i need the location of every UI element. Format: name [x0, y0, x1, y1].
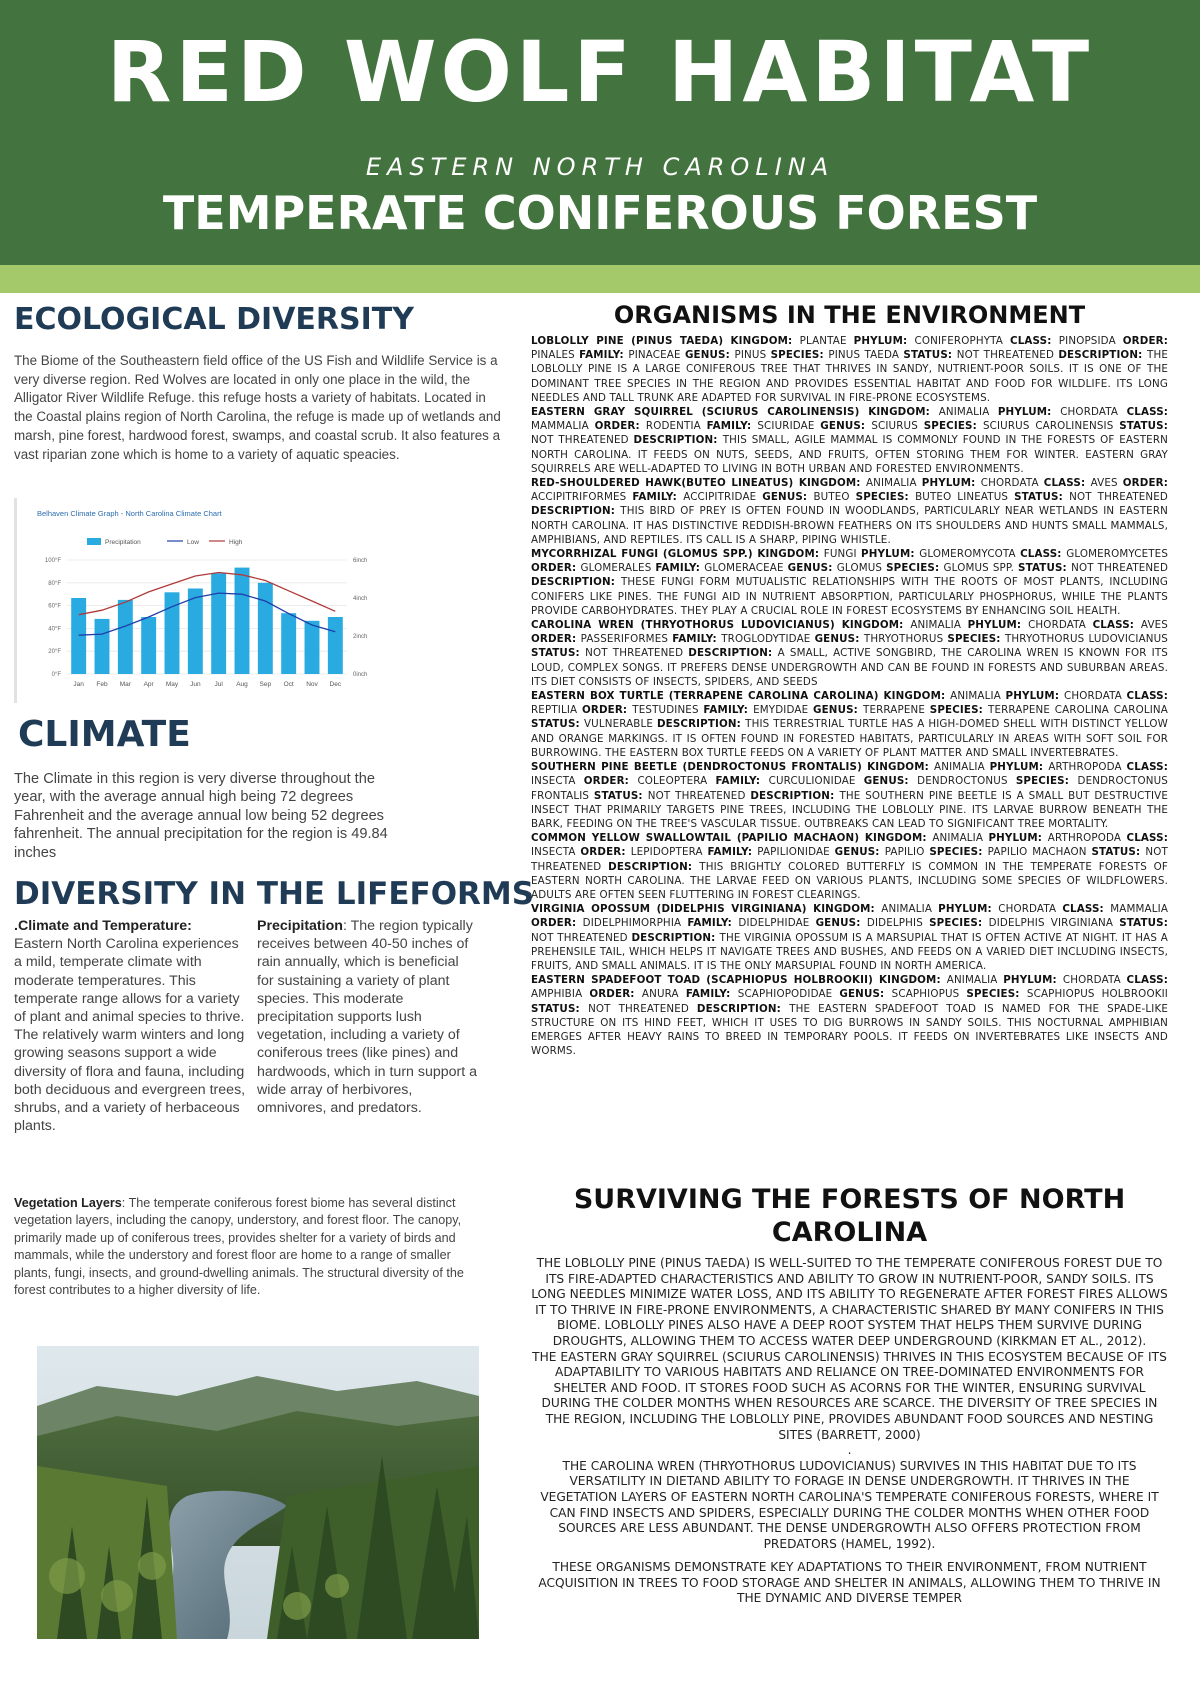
- climate-chart-svg: [17, 498, 393, 703]
- organism-field-label: PHYLUM:: [988, 832, 1048, 845]
- organism-name: LOBLOLLY PINE (PINUS TAEDA): [531, 335, 731, 347]
- organisms-list: [531, 334, 1168, 1058]
- precipitation-bar: [95, 619, 110, 674]
- organism-field-value: EMYDIDAE: [753, 704, 814, 717]
- organism-field-label: ORDER:: [581, 704, 633, 717]
- organism-field-label: CLASS:: [1092, 619, 1141, 632]
- organism-field-value: DENDROCTONUS: [917, 775, 1016, 788]
- organism-field-label: SPECIES:: [929, 917, 989, 930]
- organism-name: RED-SHOULDERED HAWK(BUTEO LINEATUS): [531, 477, 799, 490]
- organism-field-value: DIDELPHIMORPHIA: [582, 917, 688, 930]
- organism-field-label: FAMILY:: [579, 349, 629, 362]
- organism-field-label: FAMILY:: [706, 420, 758, 433]
- organism-field-label: FAMILY:: [703, 704, 754, 717]
- organism-field-value: MAMMALIA: [1110, 903, 1169, 916]
- x-tick-label: Aug: [236, 681, 248, 688]
- organism-field-label: STATUS:: [1119, 917, 1168, 930]
- organism-field-label: KINGDOM:: [757, 548, 824, 561]
- organism-field-label: CLASS:: [1010, 335, 1059, 347]
- organism-field-value: SCAPHIOPODIDAE: [737, 988, 840, 1001]
- organism-field-value: PINALES: [531, 349, 580, 362]
- x-tick-label: Jun: [190, 681, 201, 688]
- organism-field-value: INSECTA: [531, 846, 581, 859]
- organism-field-value: REPTILIA: [531, 704, 582, 717]
- organism-entry: [531, 831, 1168, 902]
- organism-entry: [531, 618, 1168, 689]
- organism-field-value: ANIMALIA: [881, 903, 939, 916]
- organism-field-label: ORDER:: [531, 917, 583, 930]
- x-tick-label: Mar: [119, 681, 131, 688]
- organism-field-label: DESCRIPTION:: [656, 718, 746, 731]
- organism-field-value: MAMMALIA: [531, 420, 595, 433]
- y-left-tick-label: 60°F: [48, 603, 61, 610]
- climate-heading: CLIMATE: [18, 714, 191, 755]
- climate-temperature-block: [14, 917, 246, 1135]
- organism-field-value: NOT THREATENED: [585, 647, 689, 660]
- organism-field-label: STATUS:: [1119, 420, 1168, 433]
- organism-field-value: THIS BIRD OF PREY IS OFTEN FOUND IN WOODLANDS, PARTICULARLY NEAR WETLANDS IN EASTERN NORTH CAROLINA. IT HAS DISTINCTIVE REDDISH-BROWN FEATHERS ON ITS SHOULDERS AND HUNTS SMALL MAMMALS, AMPHIBIANS, AND REPTILES. ITS CALL IS A SHARP, PIPING WHISTLE.: [531, 505, 1168, 546]
- y-left-tick-label: 40°F: [48, 626, 61, 633]
- organism-field-value: SCIURUS: [871, 420, 924, 433]
- organism-field-value: THRYOTHORUS: [863, 633, 948, 646]
- x-tick-label: Sep: [259, 681, 272, 688]
- x-tick-label: Jan: [73, 681, 84, 688]
- organism-field-value: ANIMALIA: [934, 761, 990, 774]
- precipitation-bar: [281, 613, 296, 674]
- organism-field-label: CLASS:: [1126, 974, 1169, 987]
- paragraph-gap: [531, 1552, 1168, 1560]
- organism-name: EASTERN BOX TURTLE (TERRAPENE CAROLINA CAROLINA): [531, 690, 884, 703]
- organism-field-label: CLASS:: [1062, 903, 1111, 916]
- organism-field-value: NOT THREATENED: [531, 931, 632, 944]
- y-left-tick-label: 0°F: [51, 672, 61, 678]
- organism-field-value: BUTEO: [813, 491, 856, 504]
- surviving-paragraph: THE LOBLOLLY PINE (PINUS TAEDA) IS WELL-SUITED TO THE TEMPERATE CONIFEROUS FOREST DUE TO ITS FIRE-ADAPTED CHARACTERISTICS AND ABILITY TO GROW IN NUTRIENT-POOR, SANDY SOILS. ITS LONG NEEDLES MINIMIZE WATER LOSS, AND ITS ABILITY TO REGENERATE AFTER FOREST FIRES ALLOWS IT TO THRIVE IN FIRE-PRONE ENVIRONMENTS, A CHARACTERISTIC SHARED BY MANY CONIFERS IN THIS BIOME. LOBLOLLY PINES ALSO HAVE A DEEP ROOT SYSTEM THAT HELPS THEM SURVIVE DURING DROUGHTS, ALLOWING THEM TO ACCESS WATER DEEP UNDERGROUND (KIRKMAN ET AL., 2012).: [531, 1256, 1168, 1348]
- organism-field-value: AVES: [1090, 477, 1123, 490]
- organism-field-value: BUTEO LINEATUS: [915, 491, 1015, 504]
- organism-name: EASTERN GRAY SQUIRREL (SCIURUS CAROLINENSIS): [531, 406, 869, 419]
- organism-field-value: THE SOUTHERN PINE BEETLE IS A SMALL BUT DESTRUCTIVE INSECT THAT PRIMARILY TARGETS PINE TREES, INCLUDING THE LOBLOLLY PINE. ITS LARVAE BURROW BENEATH THE BARK, FEEDING ON THE TREE'S VASCULAR TISSUE. OUTBREAKS CAN LEAD TO SIGNIFICANT TREE MORTALITY.: [531, 789, 1168, 830]
- organism-field-value: SCAPHIOPUS HOLBROOKII: [1026, 988, 1168, 1001]
- page-subtitle: EASTERN NORTH CAROLINA: [365, 153, 835, 181]
- organism-field-label: FAMILY:: [672, 633, 722, 646]
- organism-field-label: CLASS:: [1020, 548, 1067, 561]
- organism-field-label: ORDER:: [583, 775, 638, 788]
- precipitation-bar: [328, 617, 343, 674]
- vegetation-layers-block: [14, 1195, 484, 1299]
- y-left-tick-label: 80°F: [48, 580, 61, 587]
- organism-field-label: STATUS:: [1014, 491, 1070, 504]
- precipitation-bar: [141, 617, 156, 674]
- organism-field-label: DESCRIPTION:: [688, 647, 778, 660]
- organism-field-value: TROGLODYTIDAE: [721, 633, 815, 646]
- y-left-tick-label: 20°F: [48, 649, 61, 656]
- organism-field-value: PINACEAE: [628, 349, 685, 362]
- surviving-text: [531, 1256, 1168, 1607]
- organism-field-value: GLOMERALES: [580, 562, 656, 575]
- legend-swatch-precipitation: [87, 538, 101, 545]
- organism-field-value: ARTHROPODA: [1047, 832, 1127, 845]
- climate-chart: [14, 498, 394, 703]
- organism-field-label: SPECIES:: [966, 988, 1027, 1001]
- organism-field-value: DIDELPHIS: [866, 917, 930, 930]
- organism-field-label: PHYLUM:: [997, 406, 1061, 419]
- precipitation-bar: [258, 583, 273, 674]
- organism-field-value: PAPILIONIDAE: [757, 846, 835, 859]
- organism-field-value: CHORDATA: [998, 903, 1063, 916]
- precipitation-text: : The region typically receives between 40-50 inches of rain annually, which is beneficial for sustaining a variety of plant species. This moderate precipitation supports lush vegetation, including a variety of coniferous trees (like pines) and hardwoods, which in turn support a wide array of herbivores, omnivores, and predators.: [257, 918, 478, 1117]
- organism-field-label: STATUS:: [1018, 562, 1072, 575]
- organism-field-value: THIS TERRESTRIAL TURTLE HAS A HIGH-DOMED SHELL WITH DISTINCT YELLOW AND ORANGE MARKINGS. IT IS OFTEN FOUND IN FORESTED HABITATS, PARTICULARLY IN AREAS WITH SOFT SOIL FOR BURROWING. THE EASTERN BOX TURTLE FEEDS ON A VARIETY OF PLANT MATTER AND SMALL INVERTEBRATES.: [531, 718, 1168, 759]
- organism-field-label: CLASS:: [1126, 832, 1168, 845]
- organism-field-value: PINOPSIDA: [1058, 335, 1123, 347]
- organism-field-value: ANIMALIA: [910, 619, 968, 632]
- organism-field-label: GENUS:: [814, 633, 864, 646]
- organism-field-label: GENUS:: [684, 349, 735, 362]
- organism-name: EASTERN SPADEFOOT TOAD (SCAPHIOPUS HOLBROOKII): [531, 974, 879, 987]
- precipitation-bar: [188, 589, 203, 675]
- organism-field-label: SPECIES:: [929, 704, 989, 717]
- organism-field-value: PAPILIO: [884, 846, 930, 859]
- low-temperature-line: [79, 593, 336, 635]
- organism-field-label: GENUS:: [787, 562, 837, 575]
- precipitation-bar: [305, 621, 320, 674]
- organism-entry: [531, 760, 1168, 831]
- organism-field-label: KINGDOM:: [864, 832, 933, 845]
- organism-field-label: KINGDOM:: [813, 903, 882, 916]
- organism-field-value: CHORDATA: [980, 477, 1044, 490]
- organism-field-label: SPECIES:: [929, 846, 988, 859]
- organism-field-label: PHYLUM:: [853, 335, 915, 347]
- precipitation-bar: [118, 600, 133, 674]
- organism-field-label: STATUS:: [531, 1002, 589, 1015]
- biome-title: TEMPERATE CONIFEROUS FOREST: [162, 186, 1038, 240]
- organism-entry: [531, 973, 1168, 1058]
- y-right-tick-label: 2inch: [353, 634, 368, 640]
- organism-field-value: COLEOPTERA: [637, 775, 716, 788]
- organism-field-value: THIS SMALL, AGILE MAMMAL IS COMMONLY FOUND IN THE FORESTS OF EASTERN NORTH CAROLINA. IT FEEDS ON NUTS, SEEDS, AND FRUITS, OFTEN STORING THEM FOR WINTER. EASTERN GRAY SQUIRRELS ARE WELL-ADAPTED TO LIVING IN BOTH URBAN AND FORESTED ENVIRONMENTS.: [531, 434, 1168, 475]
- organism-field-value: ARTHROPODA: [1048, 761, 1127, 774]
- organism-field-label: ORDER:: [1122, 477, 1168, 490]
- organism-field-label: CLASS:: [1126, 690, 1169, 703]
- organism-field-label: FAMILY:: [655, 562, 705, 575]
- y-left-tick-label: 100°F: [44, 558, 61, 564]
- organism-field-value: VULNERABLE: [583, 718, 657, 731]
- organism-field-label: STATUS:: [531, 647, 586, 660]
- organism-field-label: PHYLUM:: [938, 903, 999, 916]
- organism-field-label: FAMILY:: [707, 846, 758, 859]
- x-tick-label: May: [165, 681, 179, 688]
- organism-field-label: GENUS:: [813, 704, 863, 717]
- organism-field-label: DESCRIPTION:: [608, 860, 700, 873]
- header-accent-strip: [0, 265, 1200, 293]
- precipitation-label: Precipitation: [257, 918, 343, 934]
- organism-field-label: STATUS:: [531, 718, 584, 731]
- legend-label: High: [229, 539, 243, 546]
- organism-field-value: ACCIPITRIDAE: [683, 491, 763, 504]
- organism-field-value: SCIURIDAE: [757, 420, 821, 433]
- organism-field-label: DESCRIPTION:: [750, 789, 840, 802]
- x-tick-label: Oct: [283, 681, 294, 688]
- x-tick-label: Jul: [214, 681, 223, 688]
- organism-field-value: CHORDATA: [1028, 619, 1093, 632]
- organism-field-value: GLOMEROMYCETES: [1066, 548, 1169, 561]
- x-tick-label: Nov: [306, 681, 318, 688]
- organism-field-value: GLOMERACEAE: [704, 562, 788, 575]
- climate-temperature-text: Eastern North Carolina experiences a mild, temperate climate with moderate temperatures. This temperate range allows for a variety of plant and animal species to thrive. The relatively warm winters and long growing seasons support a wide diversity of flora and fauna, including both deciduous and evergreen trees, shrubs, and a variety of herbaceous plants.: [14, 936, 246, 1135]
- organism-field-value: A SMALL, ACTIVE SONGBIRD, THE CAROLINA WREN IS KNOWN FOR ITS LOUD, COMPLEX SONGS. IT PREFERS DENSE UNDERGROWTH AND CAN BE FOUND IN FORESTS AND SUBURBAN AREAS. ITS DIET CONSISTS OF INSECTS, SPIDERS, AND SEEDS: [531, 647, 1168, 688]
- climate-temperature-label: .Climate and Temperature:: [14, 918, 192, 934]
- organism-entry: [531, 405, 1168, 476]
- organism-field-label: SPECIES:: [770, 349, 829, 362]
- legend-label: Low: [187, 539, 199, 546]
- organism-field-value: NOT THREATENED: [956, 349, 1059, 362]
- organism-field-value: FUNGI: [823, 548, 862, 561]
- organism-field-label: SPECIES:: [1015, 775, 1078, 788]
- y-right-tick-label: 6inch: [353, 558, 368, 564]
- header-banner: [0, 0, 1200, 265]
- organism-field-label: ORDER:: [580, 846, 631, 859]
- organism-field-value: NOT THREATENED: [1069, 491, 1169, 504]
- x-tick-label: Feb: [96, 681, 108, 688]
- organism-entry: [531, 334, 1168, 405]
- lifeforms-heading: DIVERSITY IN THE LIFEFORMS: [14, 876, 535, 912]
- organism-field-label: DESCRIPTION:: [633, 434, 723, 447]
- organism-field-label: STATUS:: [903, 349, 957, 362]
- organism-field-value: CHORDATA: [1062, 974, 1127, 987]
- surviving-paragraph: THE EASTERN GRAY SQUIRREL (SCIURUS CAROLINENSIS) THRIVES IN THIS ECOSYSTEM BECAUSE OF ITS ADAPTABILITY TO VARIOUS HABITATS AND RELIANCE ON TREE-DOMINATED ENVIRONMENTS FOR SHELTER AND FOOD. IT STORES FOOD SUCH AS ACORNS FOR THE WINTER, ENSURING SURVIVAL DURING THE COLDER MONTHS WHEN RESOURCES ARE SCARCE. THE DIVERSITY OF TREE SPECIES IN THE REGION, INCLUDING THE LOBLOLLY PINE, PROVIDES ABUNDANT FOOD SOURCES AND NESTING SITES (BARRETT, 2000): [532, 1349, 1167, 1442]
- organism-entry: [531, 689, 1168, 760]
- organism-field-label: ORDER:: [1122, 335, 1168, 347]
- organism-field-value: THRYOTHORUS LUDOVICIANUS: [1004, 633, 1168, 646]
- organism-field-label: DESCRIPTION:: [1058, 349, 1147, 362]
- organism-field-label: DESCRIPTION:: [696, 1002, 790, 1015]
- organism-field-value: INSECTA: [531, 775, 584, 788]
- organism-field-label: KINGDOM:: [867, 761, 935, 774]
- organism-field-value: NOT THREATENED: [531, 434, 634, 447]
- organism-field-value: PAPILIO MACHAON: [987, 846, 1092, 859]
- page-title: RED WOLF HABITAT: [106, 23, 1094, 121]
- organism-field-label: ORDER:: [531, 633, 581, 646]
- organism-field-label: SPECIES:: [886, 562, 944, 575]
- organism-field-label: SPECIES:: [923, 420, 983, 433]
- organism-field-value: CHORDATA: [1060, 406, 1127, 419]
- organism-name: COMMON YELLOW SWALLOWTAIL (PAPILIO MACHAON): [531, 832, 865, 845]
- organism-field-value: ANIMALIA: [932, 832, 989, 845]
- organism-field-value: CHORDATA: [1064, 690, 1127, 703]
- organism-field-label: DESCRIPTION:: [531, 505, 621, 518]
- organism-field-label: ORDER:: [531, 562, 581, 575]
- organism-field-label: GENUS:: [839, 988, 892, 1001]
- organism-field-value: GLOMUS: [836, 562, 887, 575]
- organism-field-value: NOT THREATENED: [647, 789, 751, 802]
- organism-field-label: DESCRIPTION:: [531, 576, 621, 589]
- organism-field-label: PHYLUM:: [967, 619, 1029, 632]
- organism-field-label: DESCRIPTION:: [631, 931, 720, 944]
- x-tick-label: Dec: [329, 681, 342, 688]
- organism-field-value: NOT THREATENED: [531, 846, 1168, 873]
- organism-field-value: THIS BRIGHTLY COLORED BUTTERFLY IS COMMON IN THE TEMPERATE FORESTS OF EASTERN NORTH CAROLINA. THE LARVAE FEED ON VARIOUS PLANTS, INCLUDING SOME SPECIES OF WILDFLOWERS. ADULTS ARE OFTEN SEEN FLUTTERING IN FOREST CLEARINGS.: [531, 860, 1169, 901]
- organism-field-label: GENUS:: [863, 775, 918, 788]
- organism-entry: [531, 547, 1168, 618]
- organism-field-value: CURCULIONIDAE: [768, 775, 864, 788]
- surviving-paragraph: THE CAROLINA WREN (THRYOTHORUS LUDOVICIANUS) SURVIVES IN THIS HABITAT DUE TO ITS VERSATILITY IN DIETAND ABILITY TO FORAGE IN DENSE UNDERGROWTH. IT THRIVES IN THE VEGETATION LAYERS OF EASTERN NORTH CAROLINA'S TEMPERATE CONIFEROUS FORESTS, WHERE IT CAN FIND INSECTS AND SPIDERS, ESPECIALLY DURING THE COLDER MONTHS WHEN OTHER FOOD SOURCES ARE LESS ABUNDANT. THE DENSE UNDERGROWTH ALSO OFFERS PROTECTION FROM PREDATORS (HAMEL, 1992).: [540, 1458, 1159, 1551]
- surviving-paragraph-dot: .: [847, 1443, 852, 1458]
- vegetation-layers-text: : The temperate coniferous forest biome has several distinct vegetation layers, including the canopy, understory, and forest floor. The canopy, primarily made up of coniferous trees, provides shelter for a variety of birds and mammals, while the understory and forest floor are home to a range of smaller plants, fungi, insects, and ground-dwelling animals. The structural diversity of the forest contributes to a higher diversity of life.: [14, 1196, 464, 1298]
- organism-field-label: STATUS:: [593, 789, 648, 802]
- organism-field-value: NOT THREATENED: [1071, 562, 1169, 575]
- organism-field-value: TERRAPENE CAROLINA CAROLINA: [988, 704, 1168, 717]
- organism-field-value: THE VIRGINIA OPOSSUM IS A MARSUPIAL THAT IS OFTEN ACTIVE AT NIGHT. IT HAS A PREHENSILE TAIL, WHICH HELPS IT NAVIGATE TREES AND BUSHES, AND FEEDS ON A VARIED DIET INCLUDING INSECTS, FRUITS, AND SMALL ANIMALS. IT IS THE ONLY MARSUPIAL FOUND IN NORTH AMERICA.: [531, 931, 1168, 972]
- organism-field-label: FAMILY:: [715, 775, 769, 788]
- vegetation-layers-label: Vegetation Layers: [14, 1196, 122, 1210]
- organism-field-value: AMPHIBIA: [531, 988, 590, 1001]
- organism-field-label: CLASS:: [1126, 761, 1169, 774]
- organism-field-label: STATUS:: [1091, 846, 1146, 859]
- organism-field-value: SCIURUS CAROLINENSIS: [982, 420, 1120, 433]
- ecological-heading: ECOLOGICAL DIVERSITY: [14, 302, 414, 337]
- organism-field-label: PHYLUM:: [861, 548, 920, 561]
- organism-field-label: KINGDOM:: [883, 690, 951, 703]
- organism-name: MYCORRHIZAL FUNGI (GLOMUS SPP.): [531, 548, 758, 561]
- organism-field-label: PHYLUM:: [1003, 974, 1063, 987]
- organism-name: SOUTHERN PINE BEETLE (DENDROCTONUS FRONTALIS): [531, 761, 868, 774]
- organism-field-label: GENUS:: [762, 491, 814, 504]
- y-right-tick-label: 0inch: [353, 672, 368, 678]
- organism-field-value: RODENTIA: [645, 420, 707, 433]
- organism-field-label: FAMILY:: [687, 917, 739, 930]
- organism-field-label: GENUS:: [820, 420, 872, 433]
- organism-field-label: CLASS:: [1126, 406, 1169, 419]
- organism-field-value: DIDELPHIDAE: [738, 917, 816, 930]
- organism-field-label: ORDER:: [589, 988, 642, 1001]
- precipitation-block: [257, 917, 479, 1117]
- organism-field-label: PHYLUM:: [989, 761, 1049, 774]
- organism-field-label: PHYLUM:: [921, 477, 981, 490]
- organism-field-label: ORDER:: [594, 420, 646, 433]
- organism-field-value: PASSERIFORMES: [580, 633, 673, 646]
- organism-field-label: KINGDOM:: [841, 619, 911, 632]
- organism-field-value: THESE FUNGI FORM MUTUALISTIC RELATIONSHIPS WITH THE ROOTS OF MOST PLANTS, INCLUDING CONIFERS LIKE PINES. THE FUNGI AID IN NUTRIENT ABSORPTION, PARTICULARLY PHOSPHORUS, WHILE THE PLANTS PROVIDE CARBOHYDRATES. THEY PLAY A CRUCIAL ROLE IN FOREST ECOSYSTEMS BY ENHANCING SOIL HEALTH.: [531, 576, 1168, 617]
- organism-field-label: KINGDOM:: [798, 477, 866, 490]
- organism-name: VIRGINIA OPOSSUM (DIDELPHIS VIRGINIANA): [531, 903, 814, 916]
- organism-field-label: FAMILY:: [685, 988, 738, 1001]
- chart-title: Belhaven Climate Graph - North Carolina Climate Chart: [37, 509, 222, 518]
- organism-field-label: KINGDOM:: [868, 406, 939, 419]
- organism-field-value: LEPIDOPTERA: [630, 846, 708, 859]
- organism-field-value: DIDELPHIS VIRGINIANA: [988, 917, 1120, 930]
- organism-entry: [531, 476, 1168, 547]
- organism-field-value: SCAPHIOPUS: [891, 988, 967, 1001]
- organism-field-value: ANIMALIA: [938, 406, 998, 419]
- climate-text: The Climate in this region is very diverse throughout the year, with the average annual high being 72 degrees Fahrenheit and the average annual low being 52 degrees fahrenheit. The annual precipitation for the region is 49.84 inches: [14, 771, 388, 861]
- organism-entry: [531, 902, 1168, 973]
- organism-field-value: PLANTAE: [799, 335, 854, 347]
- organism-field-label: KINGDOM:: [730, 335, 800, 347]
- surviving-paragraph: THESE ORGANISMS DEMONSTRATE KEY ADAPTATIONS TO THEIR ENVIRONMENT, FROM NUTRIENT ACQUISITION IN TREES TO FOOD STORAGE AND SHELTER IN ANIMALS, ALLOWING THEM TO THRIVE IN THE DYNAMIC AND DIVERSE TEMPER: [538, 1560, 1161, 1606]
- organism-field-label: KINGDOM:: [878, 974, 947, 987]
- precipitation-bar: [71, 598, 86, 674]
- high-temperature-line: [79, 573, 336, 615]
- organism-field-value: CONIFEROPHYTA: [914, 335, 1010, 347]
- precipitation-bar: [211, 573, 226, 674]
- organism-field-value: PINUS TAEDA: [828, 349, 904, 362]
- organism-field-value: TESTUDINES: [632, 704, 704, 717]
- organism-name: CAROLINA WREN (THRYOTHORUS LUDOVICIANUS): [531, 619, 842, 632]
- organism-field-value: AVES: [1140, 619, 1168, 632]
- forest-river-photo: [37, 1346, 479, 1639]
- organism-field-value: GLOMUS SPP.: [943, 562, 1019, 575]
- organism-field-value: ACCIPITRIFORMES: [531, 491, 633, 504]
- organism-field-label: SPECIES:: [947, 633, 1005, 646]
- organism-field-label: PHYLUM:: [1005, 690, 1065, 703]
- organism-field-value: ANIMALIA: [865, 477, 922, 490]
- organism-field-value: ANIMALIA: [950, 690, 1006, 703]
- organism-field-value: ANIMALIA: [946, 974, 1004, 987]
- legend-label: Precipitation: [105, 539, 141, 546]
- ecological-text: The Biome of the Southeastern field office of the US Fish and Wildlife Service is a very diverse region. Red Wolves are located in only one place in the wild, the Alligator River Wildlife Refuge. this refuge hosts a variety of habitats. Located in the Coastal plains region of North Carolina, the refuge is made up of wetlands and marsh, pine forest, hardwood forest, swamps, and coastal scrub. It also features a vast riparian zone which is home to a variety of aquatic speacies.: [14, 353, 501, 462]
- organism-field-value: GLOMEROMYCOTA: [919, 548, 1021, 561]
- surviving-heading: SURVIVING THE FORESTS OF NORTH CAROLINA: [573, 1184, 1126, 1248]
- organism-field-value: DENDROCTONUS FRONTALIS: [531, 775, 1168, 802]
- precipitation-bar: [235, 568, 250, 674]
- organisms-heading: ORGANISMS IN THE ENVIRONMENT: [613, 301, 1086, 329]
- organism-field-value: TERRAPENE: [863, 704, 930, 717]
- x-tick-label: Apr: [143, 681, 154, 688]
- organism-field-value: NOT THREATENED: [588, 1002, 697, 1015]
- y-right-tick-label: 4inch: [353, 596, 368, 602]
- organism-field-value: ANURA: [641, 988, 686, 1001]
- organism-field-value: PINUS: [734, 349, 771, 362]
- organism-field-value: THE EASTERN SPADEFOOT TOAD IS NAMED FOR THE SPADE-LIKE STRUCTURE ON ITS HIND FEET, WHICH IT USES TO DIG BURROWS IN SANDY SOILS. THIS NOCTURNAL AMPHIBIAN EMERGES AFTER HEAVY RAINS TO BREED IN TEMPORARY POOLS. IT FEEDS ON INVERTEBRATES LIKE INSECTS AND WORMS.: [531, 1002, 1168, 1058]
- organism-field-label: CLASS:: [1043, 477, 1091, 490]
- organism-field-label: GENUS:: [815, 917, 867, 930]
- organism-field-label: GENUS:: [834, 846, 885, 859]
- organism-field-label: SPECIES:: [855, 491, 916, 504]
- organism-field-value: THE LOBLOLLY PINE IS A LARGE CONIFEROUS TREE THAT THRIVES IN SANDY, NUTRIENT-POOR SOILS. IT IS ONE OF THE DOMINANT TREE SPECIES IN THE REGION AND PROVIDES ESSENTIAL HABITAT AND FOOD FOR WILDLIFE. ITS LONG NEEDLES AND TALL TRUNK ARE ADAPTED FOR SURVIVAL IN FIRE-PRONE ECOSYSTEMS.: [531, 349, 1168, 404]
- organism-field-label: FAMILY:: [632, 491, 684, 504]
